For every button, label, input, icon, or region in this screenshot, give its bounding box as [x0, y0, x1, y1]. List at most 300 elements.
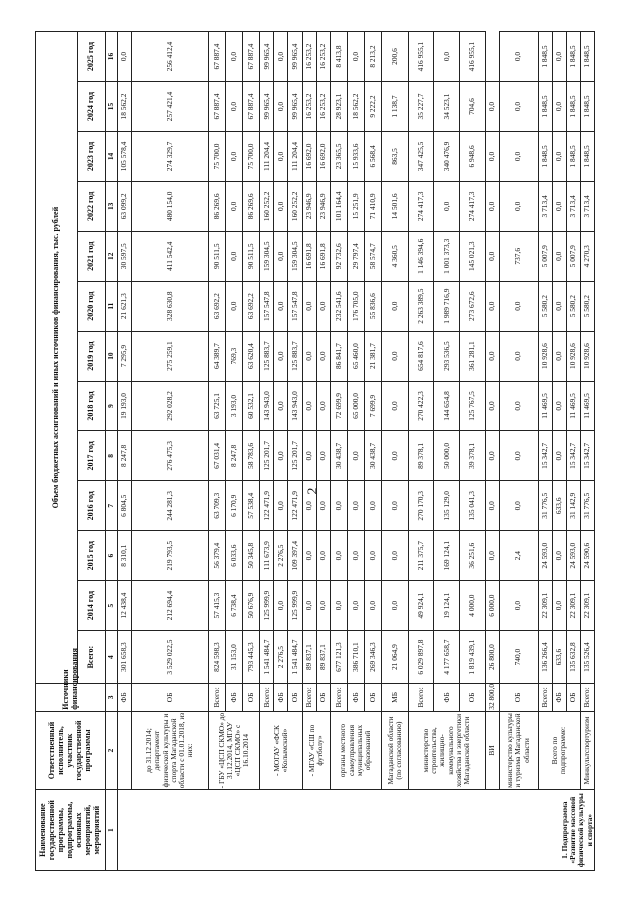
value-cell: 0,0 [274, 82, 288, 132]
value-cell: 30 438,7 [330, 431, 347, 481]
value-cell: 274 417,3 [408, 181, 434, 231]
value-cell: 63 692,2 [243, 281, 260, 331]
source-cell: ВИ [485, 711, 499, 790]
value-cell: 1 848,5 [580, 131, 594, 181]
responsible-cell: органы местного самоуправления муниципальных образований [330, 711, 382, 790]
value-cell: 6 804,5 [118, 481, 132, 531]
value-cell: 0,0 [274, 481, 288, 531]
value-cell: 0,0 [274, 381, 288, 431]
value-cell: 30 597,5 [118, 231, 132, 281]
responsible-cell: до 31.12.2014; департамент физической культуры и спорта Магаданской области с 01.01.2018, из них: [132, 711, 209, 790]
value-cell: 1 001 373,3 [434, 231, 460, 281]
value-cell: 0,0 [485, 481, 499, 531]
value-cell: 0,0 [365, 481, 382, 531]
column-number: 2 [106, 711, 118, 790]
value-cell: 1 848,5 [580, 32, 594, 82]
value-cell: 64 389,7 [208, 331, 225, 381]
value-cell: 0,0 [347, 431, 364, 481]
value-cell: 0,0 [552, 331, 566, 381]
value-cell: 276 475,3 [132, 431, 209, 481]
column-number: 9 [106, 381, 118, 431]
source-cell: ОБ [316, 684, 330, 712]
value-cell: 212 694,4 [132, 581, 209, 631]
value-cell: 160 252,2 [288, 181, 302, 231]
table-row [382, 32, 409, 871]
value-cell: 16 692,0 [302, 131, 316, 181]
value-cell: 0,0 [274, 331, 288, 381]
source-cell: МБ [382, 684, 409, 712]
value-cell: 793 445,3 [243, 631, 260, 684]
value-cell: 0,0 [499, 281, 538, 331]
value-cell: 31 153,0 [225, 631, 242, 684]
value-cell: 50 676,9 [243, 581, 260, 631]
table-row [260, 32, 274, 871]
value-cell: 244 281,3 [132, 481, 209, 531]
value-cell: 0,0 [382, 431, 409, 481]
source-cell: ОБ [365, 684, 382, 712]
value-cell: 0,0 [434, 32, 460, 82]
value-cell: 58 574,7 [365, 231, 382, 281]
value-cell: 157 547,8 [288, 281, 302, 331]
value-cell: 16 253,2 [302, 32, 316, 82]
value-cell: 50 000,0 [434, 431, 460, 481]
table-row [302, 32, 316, 871]
value-cell: 0,0 [434, 181, 460, 231]
value-cell: 145 021,3 [459, 231, 485, 281]
value-cell: 125 999,9 [288, 581, 302, 631]
value-cell: 0,0 [316, 531, 330, 581]
value-cell: 6 738,4 [225, 581, 242, 631]
value-cell: 4 360,5 [382, 231, 409, 281]
value-cell: 274 417,3 [459, 181, 485, 231]
header-year: 2024 год [78, 82, 106, 132]
value-cell: 75 700,0 [208, 131, 225, 181]
value-cell: 1 848,5 [580, 82, 594, 132]
table-row [580, 32, 594, 871]
value-cell: 16 691,8 [316, 231, 330, 281]
value-cell: 1 848,5 [538, 32, 552, 82]
value-cell: 0,0 [302, 431, 316, 481]
value-cell: 328 630,8 [132, 281, 209, 331]
value-cell: 0,0 [382, 281, 409, 331]
value-cell: 0,0 [552, 381, 566, 431]
value-cell: 122 471,9 [288, 481, 302, 531]
value-cell: 2 263 389,5 [408, 281, 434, 331]
value-cell: 39 378,1 [459, 431, 485, 481]
value-cell: 0,0 [225, 32, 242, 82]
value-cell: 63 692,2 [208, 281, 225, 331]
value-cell: 301 658,3 [118, 631, 132, 684]
value-cell: 75 700,0 [243, 131, 260, 181]
value-cell: 270 422,3 [408, 381, 434, 431]
value-cell: 0,0 [485, 82, 499, 132]
value-cell: 32 800,0 [485, 684, 499, 712]
column-number: 16 [106, 32, 118, 82]
responsible-cell: министерство культуры и туризма Магаданской области [499, 711, 538, 790]
value-cell: 0,0 [382, 531, 409, 581]
value-cell: 135 041,3 [459, 481, 485, 531]
value-cell: 23 946,9 [302, 181, 316, 231]
value-cell: 1 541 484,7 [288, 631, 302, 684]
value-cell: 1 848,5 [538, 82, 552, 132]
value-cell: 29 797,4 [347, 231, 364, 281]
source-cell: ФБ [118, 684, 132, 712]
value-cell: 8 247,8 [225, 431, 242, 481]
responsible-cell: Магаданской области (по согласованию) [382, 711, 409, 790]
header-year: 2019 год [78, 331, 106, 381]
value-cell: 1 848,5 [566, 131, 580, 181]
header-year: 2023 год [78, 131, 106, 181]
value-cell: 63 620,4 [243, 331, 260, 381]
source-cell: ОБ [243, 684, 260, 712]
header-name-column: Наименование государственной программы, подпрограммы, основных мероприятий, мероприятий [36, 790, 106, 871]
value-cell: 0,0 [330, 531, 347, 581]
value-cell: 67 887,4 [243, 82, 260, 132]
value-cell: 58 783,6 [243, 431, 260, 481]
value-cell: 135 526,4 [580, 631, 594, 684]
value-cell: 23 946,9 [316, 181, 330, 231]
value-cell: 0,0 [302, 331, 316, 381]
value-cell: 72 699,9 [330, 381, 347, 431]
value-cell: 0,0 [118, 32, 132, 82]
value-cell: 769,3 [225, 331, 242, 381]
value-cell: 292 028,2 [132, 381, 209, 431]
value-cell: 6 029 897,8 [408, 631, 434, 684]
value-cell: 0,0 [316, 481, 330, 531]
rotated-table-container [35, 31, 595, 871]
value-cell: 11 469,5 [580, 381, 594, 431]
value-cell: 60 532,1 [243, 381, 260, 431]
column-number: 10 [106, 331, 118, 381]
value-cell: 0,0 [382, 381, 409, 431]
value-cell: 8 247,8 [118, 431, 132, 481]
value-cell: 55 836,6 [365, 281, 382, 331]
column-number: 6 [106, 531, 118, 581]
source-cell: ФБ [552, 684, 566, 712]
value-cell: 136 266,4 [538, 631, 552, 684]
responsible-cell: Минкультспортуризм [580, 711, 594, 790]
value-cell: 169 124,1 [434, 531, 460, 581]
value-cell: 0,0 [499, 32, 538, 82]
value-cell: 22 309,1 [580, 581, 594, 631]
value-cell: 0,0 [552, 431, 566, 481]
value-cell: 0,0 [552, 581, 566, 631]
value-cell: 2,4 [499, 531, 538, 581]
table-row [118, 32, 132, 871]
value-cell: 6 033,6 [225, 531, 242, 581]
value-cell: 0,0 [330, 581, 347, 631]
value-cell: 22 309,1 [538, 581, 552, 631]
table-row [132, 32, 209, 871]
value-cell: 5 007,9 [538, 231, 552, 281]
value-cell: 9 222,2 [365, 82, 382, 132]
value-cell: 31 776,5 [538, 481, 552, 531]
value-cell: 3 713,4 [580, 181, 594, 231]
value-cell: 49 924,1 [408, 581, 434, 631]
value-cell: 1 138,7 [382, 82, 409, 132]
value-cell: 67 887,4 [243, 32, 260, 82]
value-cell: 86 841,7 [330, 331, 347, 381]
value-cell: 0,0 [316, 431, 330, 481]
value-cell: 143 943,0 [260, 381, 274, 431]
value-cell: 12 438,4 [118, 581, 132, 631]
value-cell: 0,0 [485, 331, 499, 381]
value-cell: 0,0 [302, 581, 316, 631]
header-funding-title: Объем бюджетных ассигнований и иных источников финансирования, тыс. рублей [36, 32, 78, 684]
value-cell: 0,0 [552, 32, 566, 82]
value-cell: 125 201,7 [260, 431, 274, 481]
value-cell: 21 064,9 [382, 631, 409, 684]
value-cell: 0,0 [274, 32, 288, 82]
subprogram-name: 1. Подпрограмма «Развитие массовой физической культуры и спорта» [118, 790, 595, 871]
value-cell: 125 767,5 [459, 381, 485, 431]
table-row [499, 32, 538, 871]
value-cell: 6 948,6 [459, 131, 485, 181]
responsible-cell: - МГАУ «СШ по футболу» [302, 711, 330, 790]
column-number: 4 [106, 631, 118, 684]
column-numbers-row [106, 32, 118, 871]
value-cell: 8 310,1 [118, 531, 132, 581]
value-cell: 67 887,4 [208, 82, 225, 132]
value-cell: 22 309,1 [566, 581, 580, 631]
source-cell: ОБ [288, 684, 302, 712]
responsible-cell: Всего по подпрограмме: [538, 711, 580, 790]
header-year: 2017 год [78, 431, 106, 481]
value-cell: 105 578,4 [118, 131, 132, 181]
value-cell: 67 031,4 [208, 431, 225, 481]
column-number: 15 [106, 82, 118, 132]
header-source-column: Источники финансирования [36, 684, 106, 712]
header-year: 2021 год [78, 231, 106, 281]
value-cell: 99 965,4 [260, 82, 274, 132]
value-cell: 211 375,7 [408, 531, 434, 581]
value-cell: 219 793,5 [132, 531, 209, 581]
value-cell: 0,0 [225, 231, 242, 281]
value-cell: 2 276,5 [274, 531, 288, 581]
value-cell: 6 568,4 [365, 131, 382, 181]
responsible-cell: - ГБУ «ЦСП СКМО» до 31.12.2014, МГАУ «ЦСП СКМО» с 16.10.2014 [208, 711, 260, 790]
value-cell: 34 523,1 [434, 82, 460, 132]
value-cell: 19 193,0 [118, 381, 132, 431]
value-cell: 5 580,2 [566, 281, 580, 331]
value-cell: 36 251,6 [459, 531, 485, 581]
value-cell: 31 776,5 [580, 481, 594, 531]
table-row [330, 32, 347, 871]
value-cell: 15 933,6 [347, 131, 364, 181]
value-cell: 5 007,9 [566, 231, 580, 281]
value-cell: 176 705,0 [347, 281, 364, 331]
responsible-cell [118, 711, 132, 790]
source-cell: Всего: [208, 684, 225, 712]
header-year: 2018 год [78, 381, 106, 431]
value-cell: 0,0 [225, 131, 242, 181]
value-cell: 0,0 [382, 481, 409, 531]
value-cell: 0,0 [225, 82, 242, 132]
value-cell: 125 883,7 [288, 331, 302, 381]
value-cell: 24 590,6 [580, 531, 594, 581]
value-cell: 24 593,0 [566, 531, 580, 581]
source-cell: ОБ [566, 684, 580, 712]
value-cell: 0,0 [347, 531, 364, 581]
value-cell: 0,0 [499, 381, 538, 431]
value-cell: 99 965,4 [260, 32, 274, 82]
value-cell: 16 253,2 [316, 32, 330, 82]
value-cell: 863,5 [382, 131, 409, 181]
value-cell: 89 837,1 [302, 631, 316, 684]
source-cell: Всего: [302, 684, 316, 712]
value-cell: 0,0 [302, 381, 316, 431]
value-cell: 67 887,4 [208, 32, 225, 82]
value-cell: 7 699,9 [365, 381, 382, 431]
value-cell: 4 000,0 [459, 581, 485, 631]
value-cell: 90 511,5 [243, 231, 260, 281]
value-cell: 3 713,4 [538, 181, 552, 231]
value-cell: 16 253,2 [316, 82, 330, 132]
column-number: 3 [106, 684, 118, 712]
value-cell: 411 542,4 [132, 231, 209, 281]
value-cell: 4 270,3 [580, 231, 594, 281]
value-cell: 125 999,9 [260, 581, 274, 631]
value-cell: 86 269,6 [243, 181, 260, 231]
source-cell: ОБ [132, 684, 209, 712]
value-cell: 0,0 [302, 531, 316, 581]
value-cell: 125 883,7 [260, 331, 274, 381]
value-cell: 269 346,3 [365, 631, 382, 684]
value-cell: 19 124,1 [434, 581, 460, 631]
value-cell: 159 304,5 [288, 231, 302, 281]
value-cell: 0,0 [274, 181, 288, 231]
value-cell: 14 501,6 [382, 181, 409, 231]
value-cell: 416 955,1 [459, 32, 485, 82]
value-cell: 90 511,5 [208, 231, 225, 281]
value-cell: 0,0 [225, 281, 242, 331]
value-cell: 0,0 [365, 581, 382, 631]
page-number: 2 [305, 487, 321, 495]
value-cell: 0,0 [552, 281, 566, 331]
value-cell: 86 269,6 [208, 181, 225, 231]
value-cell: 0,0 [302, 481, 316, 531]
value-cell: 1 989 716,9 [434, 281, 460, 331]
value-cell: 0,0 [347, 32, 364, 82]
value-cell: 257 421,4 [132, 82, 209, 132]
value-cell: 8 413,8 [330, 32, 347, 82]
value-cell: 160 252,2 [260, 181, 274, 231]
value-cell: 30 438,7 [365, 431, 382, 481]
value-cell: 0,0 [552, 131, 566, 181]
value-cell: 416 955,1 [408, 32, 434, 82]
value-cell: 0,0 [316, 331, 330, 381]
value-cell: 125 201,7 [288, 431, 302, 481]
value-cell: 21 381,7 [365, 331, 382, 381]
value-cell: 0,0 [316, 281, 330, 331]
value-cell: 16 692,0 [316, 131, 330, 181]
value-cell: 0,0 [274, 581, 288, 631]
header-year: 2016 год [78, 481, 106, 531]
value-cell: 0,0 [499, 581, 538, 631]
value-cell: 18 562,2 [118, 82, 132, 132]
header-responsible-column: Ответственный исполнитель, участник государственной программы [36, 711, 106, 790]
value-cell: 1 848,5 [538, 131, 552, 181]
column-number: 13 [106, 181, 118, 231]
value-cell: 11 469,5 [538, 381, 552, 431]
value-cell: 0,0 [330, 481, 347, 531]
source-cell: Всего: [260, 684, 274, 712]
value-cell: 23 365,5 [330, 131, 347, 181]
value-cell: 2 276,5 [274, 631, 288, 684]
value-cell: 1 819 439,1 [459, 631, 485, 684]
value-cell: 10 928,6 [566, 331, 580, 381]
value-cell: 135 632,8 [566, 631, 580, 684]
responsible-cell: министерство строительства, жилищно-коммунального хозяйства и энергетики Магаданской области [408, 711, 485, 790]
value-cell: 159 304,5 [260, 231, 274, 281]
value-cell: 633,6 [552, 481, 566, 531]
value-cell: 122 471,9 [260, 481, 274, 531]
value-cell: 386 710,1 [347, 631, 364, 684]
value-cell: 0,0 [499, 181, 538, 231]
value-cell: 0,0 [485, 531, 499, 581]
value-cell: 361 281,1 [459, 331, 485, 381]
source-cell: ФБ [434, 684, 460, 712]
value-cell: 6 170,9 [225, 481, 242, 531]
value-cell: 63 709,3 [208, 481, 225, 531]
value-cell: 704,6 [459, 82, 485, 132]
value-cell: 157 547,8 [260, 281, 274, 331]
value-cell: 0,0 [485, 381, 499, 431]
value-cell: 0,0 [225, 181, 242, 231]
value-cell: 5 580,2 [538, 281, 552, 331]
header-year: 2015 год [78, 531, 106, 581]
header-year: 2025 год [78, 32, 106, 82]
value-cell: 109 397,4 [288, 531, 302, 581]
value-cell: 50 345,8 [243, 531, 260, 581]
value-cell: 111 673,9 [260, 531, 274, 581]
table-row [485, 32, 499, 871]
column-number: 8 [106, 431, 118, 481]
value-cell: 0,0 [347, 581, 364, 631]
value-cell: 56 379,4 [208, 531, 225, 581]
value-cell: 18 562,2 [347, 82, 364, 132]
table-row [538, 32, 552, 871]
value-cell: 0,0 [365, 531, 382, 581]
value-cell: 65 000,0 [347, 381, 364, 431]
value-cell: 28 923,1 [330, 82, 347, 132]
value-cell: 63 725,1 [208, 381, 225, 431]
source-cell: Всего: [580, 684, 594, 712]
value-cell: 737,6 [499, 231, 538, 281]
value-cell: 3 193,0 [225, 381, 242, 431]
value-cell: 21 621,3 [118, 281, 132, 331]
value-cell: 111 204,4 [260, 131, 274, 181]
value-cell: 89 837,1 [316, 631, 330, 684]
value-cell: 0,0 [347, 481, 364, 531]
value-cell: 200,6 [382, 32, 409, 82]
value-cell: 0,0 [382, 331, 409, 381]
value-cell: 10 928,6 [538, 331, 552, 381]
value-cell: 824 598,3 [208, 631, 225, 684]
source-cell: ФБ [347, 684, 364, 712]
value-cell: 0,0 [302, 281, 316, 331]
value-cell: 92 732,6 [330, 231, 347, 281]
value-cell: 1 541 484,7 [260, 631, 274, 684]
value-cell: 0,0 [316, 381, 330, 431]
header-year: 2020 год [78, 281, 106, 331]
value-cell: 347 425,5 [408, 131, 434, 181]
value-cell: 101 164,4 [330, 181, 347, 231]
value-cell: 232 541,6 [330, 281, 347, 331]
value-cell: 57 538,4 [243, 481, 260, 531]
value-cell: 57 415,3 [208, 581, 225, 631]
value-cell: 16 691,8 [302, 231, 316, 281]
